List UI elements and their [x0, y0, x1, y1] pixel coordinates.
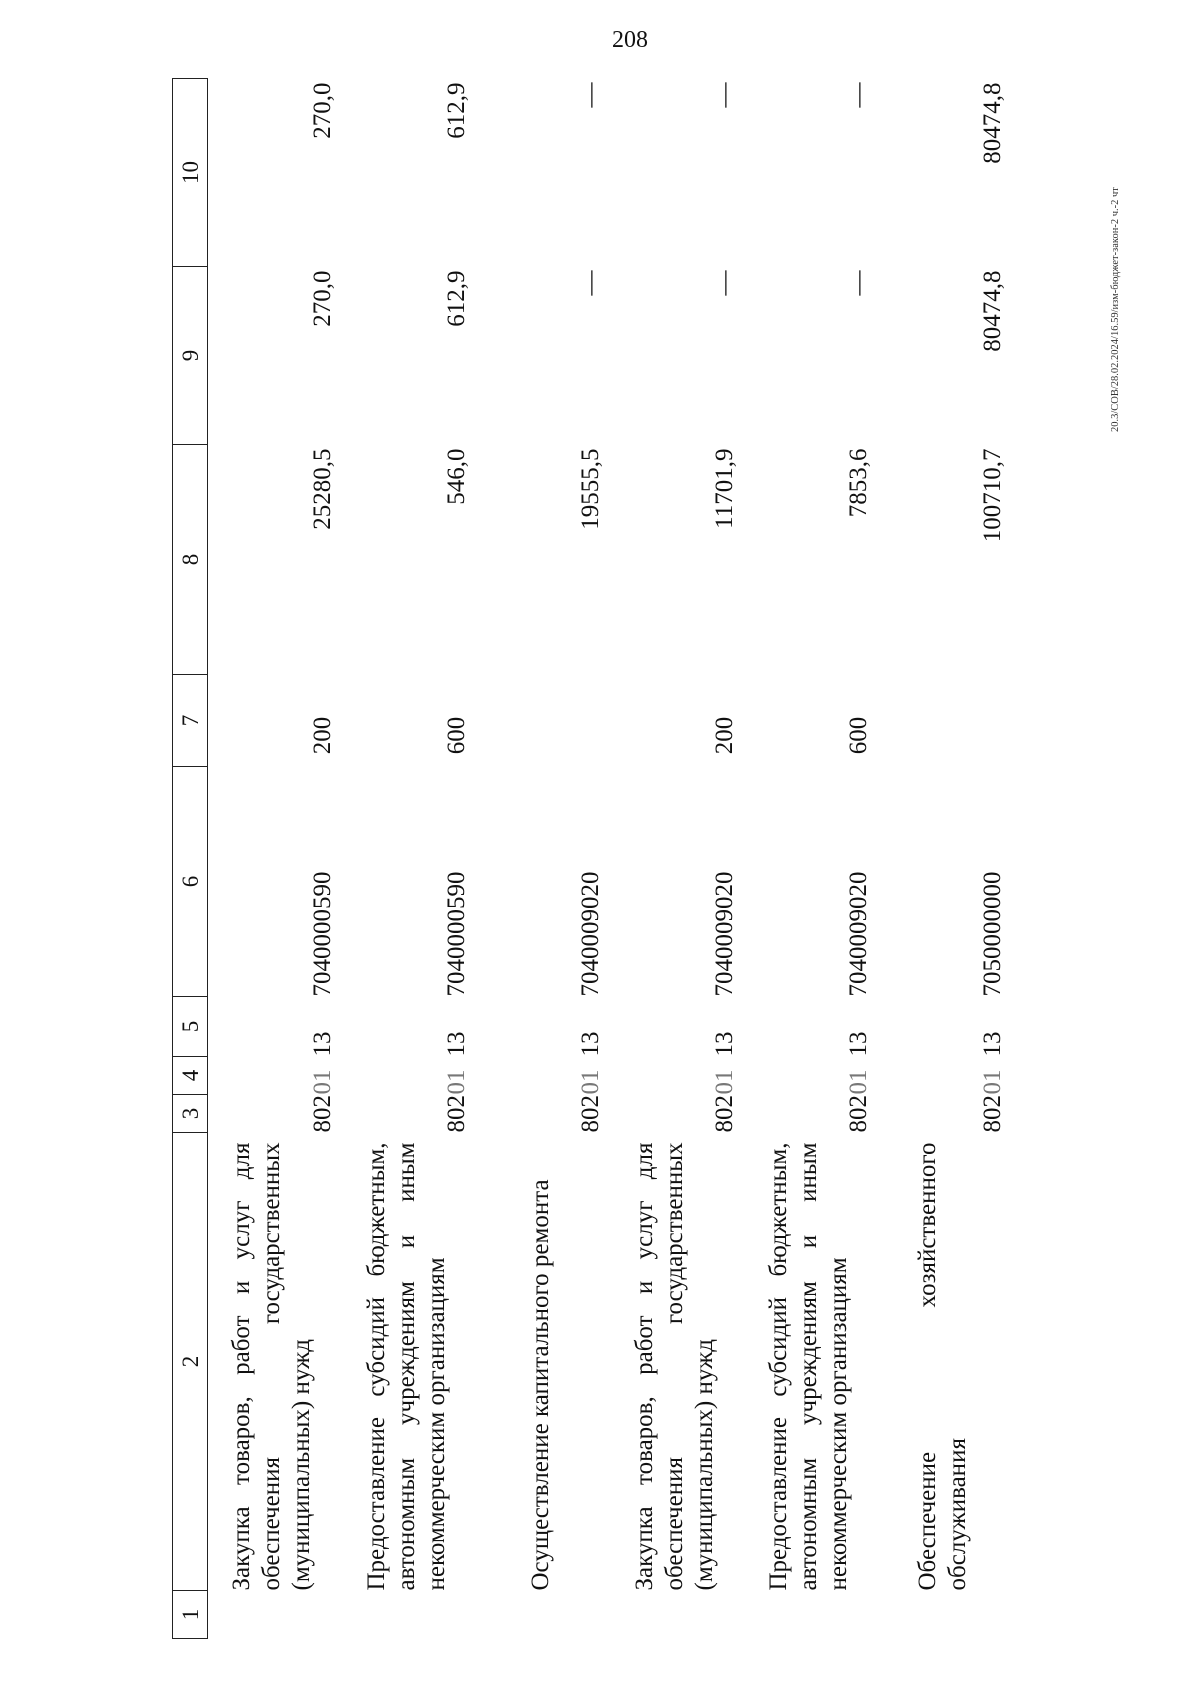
- budget-table: [172, 78, 1014, 1639]
- row-number-cell: [612, 1591, 746, 1639]
- cell-col-4: 01: [577, 1069, 604, 1095]
- cell-col-4: 01: [443, 1069, 470, 1095]
- cell-col-6: 7040000590: [443, 871, 470, 997]
- expense-name-cell: [612, 1133, 746, 1591]
- cell-col-3: 802: [979, 1095, 1006, 1133]
- expense-name-text: Обеспечение хозяйственного обслуживания: [914, 1142, 971, 1591]
- expense-name-text: Закупка товаров, работ и услуг для обеспечения государственных (муниципальных) нужд: [228, 1142, 315, 1591]
- cell-col-9: —: [711, 270, 738, 296]
- cell-col-10: —: [845, 82, 872, 108]
- cell-col-10: —: [577, 82, 604, 108]
- page-number: 208: [612, 27, 648, 53]
- header-cell: 7: [173, 675, 208, 767]
- cell-col-8: 546,0: [443, 448, 470, 505]
- expense-name-cell: [478, 1133, 612, 1591]
- cell-col-5: 13: [979, 1031, 1006, 1057]
- cell-col-7: 600: [443, 716, 470, 755]
- header-cell: 2: [173, 1133, 208, 1591]
- cell-col-8: 25280,5: [309, 448, 336, 530]
- cell-col-7: [880, 675, 1014, 767]
- cell-col-6: 7040000590: [309, 871, 336, 997]
- table-row: [478, 79, 612, 1639]
- expense-name-text: Закупка товаров, работ и услуг для обеспечения государственных (муниципальных) нужд: [631, 1142, 718, 1591]
- cell-col-7: 200: [309, 716, 336, 755]
- table-row: [344, 79, 478, 1639]
- header-cell: 5: [173, 997, 208, 1057]
- header-cell: 10: [173, 79, 208, 267]
- header-cell: 8: [173, 445, 208, 675]
- expense-name-cell: [344, 1133, 478, 1591]
- header-cell: 6: [173, 767, 208, 997]
- cell-col-5: 13: [711, 1031, 738, 1057]
- cell-col-3: 802: [845, 1095, 872, 1133]
- table-row: [880, 79, 1014, 1639]
- cell-col-10: 612,9: [443, 82, 470, 139]
- expense-name-text: Осуществление капитального ремонта: [527, 1179, 554, 1591]
- header-cell: 4: [173, 1057, 208, 1095]
- cell-col-8: 11701,9: [711, 448, 738, 529]
- cell-col-7: 200: [711, 716, 738, 755]
- table-row: [612, 79, 746, 1639]
- table-row: [208, 79, 345, 1639]
- cell-col-4: 01: [309, 1069, 336, 1095]
- row-number-cell: [208, 1591, 345, 1639]
- cell-col-9: 612,9: [443, 270, 470, 327]
- cell-col-6: 7050000000: [979, 871, 1006, 997]
- cell-col-3: 802: [309, 1095, 336, 1133]
- cell-col-3: 802: [577, 1095, 604, 1133]
- cell-col-8: 100710,7: [979, 448, 1006, 543]
- row-number-cell: [478, 1591, 612, 1639]
- header-cell: 3: [173, 1095, 208, 1133]
- cell-col-7: 600: [845, 716, 872, 755]
- table-header-row: [173, 79, 208, 1639]
- footer-document-code: 20.3/СОВ/28.02.2024/16.59/изм-бюджет-закон-2 ч.-2 чт: [1110, 187, 1121, 432]
- cell-col-7: [478, 675, 612, 767]
- cell-col-8: 7853,6: [845, 448, 872, 518]
- cell-col-5: 13: [577, 1031, 604, 1057]
- cell-col-4: 01: [979, 1069, 1006, 1095]
- cell-col-6: 7040009020: [577, 871, 604, 997]
- cell-col-9: —: [577, 270, 604, 296]
- cell-col-5: 13: [845, 1031, 872, 1057]
- row-number-cell: [880, 1591, 1014, 1639]
- cell-col-8: 19555,5: [577, 448, 604, 530]
- row-number-cell: [344, 1591, 478, 1639]
- cell-col-9: —: [845, 270, 872, 296]
- cell-col-4: 01: [845, 1069, 872, 1095]
- expense-name-text: Предоставление субсидий бюджетным, автономным учреждениям и иным некоммерческим организациям: [765, 1142, 852, 1591]
- budget-table-sheet: [172, 79, 1022, 1639]
- cell-col-10: 270,0: [309, 82, 336, 139]
- cell-col-9: 270,0: [309, 270, 336, 327]
- table-row: [746, 79, 880, 1639]
- cell-col-9: 80474,8: [979, 270, 1006, 352]
- cell-col-6: 7040009020: [845, 871, 872, 997]
- header-cell: 1: [173, 1591, 208, 1639]
- cell-col-3: 802: [443, 1095, 470, 1133]
- cell-col-6: 7040009020: [711, 871, 738, 997]
- cell-col-10: —: [711, 82, 738, 108]
- cell-col-4: 01: [711, 1069, 738, 1095]
- row-number-cell: [746, 1591, 880, 1639]
- cell-col-5: 13: [309, 1031, 336, 1057]
- expense-name-text: Предоставление субсидий бюджетным, автономным учреждениям и иным некоммерческим организациям: [363, 1142, 450, 1591]
- expense-name-cell: [208, 1133, 345, 1591]
- expense-name-cell: [746, 1133, 880, 1591]
- header-cell: 9: [173, 267, 208, 445]
- cell-col-3: 802: [711, 1095, 738, 1133]
- cell-col-10: 80474,8: [979, 82, 1006, 164]
- cell-col-5: 13: [443, 1031, 470, 1057]
- expense-name-cell: [880, 1133, 1014, 1591]
